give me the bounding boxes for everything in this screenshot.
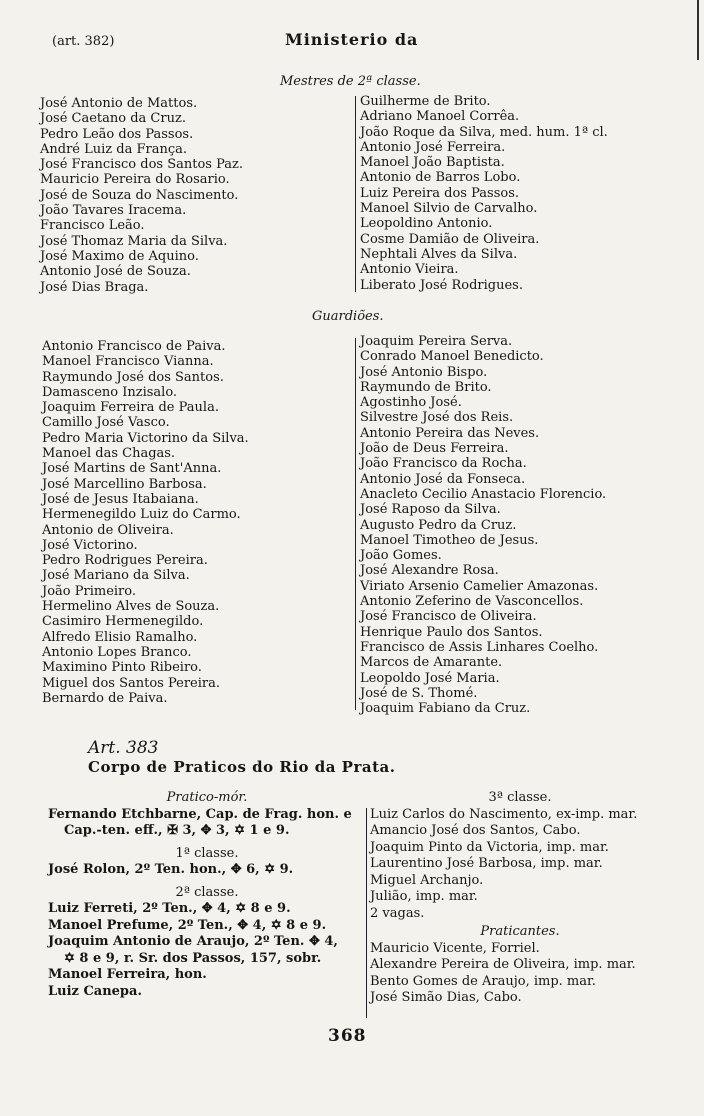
list-item: Damasceno Inzisalo. (42, 384, 178, 400)
list-item: José de Jesus Itabaiana. (42, 491, 199, 507)
classe2-line: Luiz Ferreti, 2º Ten., ✥ 4, ✡ 8 e 9. (48, 901, 291, 916)
list-item: Antonio de Barros Lobo. (360, 170, 521, 186)
list-item: Antonio José da Fonseca. (360, 471, 526, 487)
list-item: José Antonio Bispo. (360, 364, 488, 380)
list-item: Pedro Maria Victorino da Silva. (42, 430, 249, 446)
list-item: João Roque da Silva, med. hum. 1ª cl. (360, 124, 608, 140)
list-item: Antonio Pereira das Neves. (360, 425, 540, 441)
guardioes-right-column (360, 334, 606, 716)
classe2-line: Joaquim Antonio de Araujo, 2º Ten. ✥ 4, (48, 934, 338, 949)
list-item: Conrado Manoel Benedicto. (360, 349, 544, 365)
list-item: Marcos de Amarante. (360, 655, 503, 671)
column-divider (366, 808, 367, 1018)
classe1-line: José Rolon, 2º Ten. hon., ✥ 6, ✡ 9. (48, 862, 294, 877)
list-item: Luiz Carlos do Nascimento, ex-imp. mar. (370, 806, 638, 822)
list-item: Adriano Manoel Corrêa. (360, 109, 520, 125)
list-item: Miguel dos Santos Pereira. (42, 675, 221, 691)
list-item: Leopoldo José Maria. (360, 670, 500, 686)
list-item: Mauricio Vicente, Forriel. (370, 940, 540, 956)
list-item: Manoel Francisco Vianna. (42, 354, 214, 370)
classe2-line: Manoel Prefume, 2º Ten., ✥ 4, ✡ 8 e 9. (48, 917, 327, 933)
list-item: Manoel Timotheo de Jesus. (360, 532, 539, 548)
running-title: Ministerio da (285, 30, 419, 49)
list-item: José Francisco de Oliveira. (360, 609, 537, 625)
list-item: Liberato José Rodrigues. (360, 277, 523, 293)
pratico-mor-heading: Pratico-mór. (166, 790, 248, 805)
praticantes-heading: Praticantes. (480, 924, 560, 939)
list-item: Hermelino Alves de Souza. (42, 599, 220, 615)
list-item: José Martins de Sant'Anna. (42, 461, 222, 477)
list-item: André Luiz da França. (40, 141, 187, 157)
list-item: Cosme Damião de Oliveira. (360, 231, 540, 247)
article-383-title: Corpo de Praticos do Rio da Prata. (88, 758, 396, 776)
list-item: Leopoldino Antonio. (360, 216, 493, 232)
list-item: Bento Gomes de Araujo, imp. mar. (370, 973, 596, 989)
mestres-right-column (360, 94, 608, 293)
list-item: Pedro Rodrigues Pereira. (42, 553, 208, 569)
list-item: Mauricio Pereira do Rosario. (40, 172, 230, 188)
list-item: Antonio Francisco de Paiva. (42, 339, 226, 354)
list-item: Francisco Leão. (40, 218, 145, 234)
list-item: José Maximo de Aquino. (40, 248, 199, 264)
list-item: José Raposo da Silva. (360, 502, 501, 518)
list-item: José Alexandre Rosa. (360, 563, 499, 579)
pratico-mor-line: Cap.-ten. eff., ✠ 3, ✥ 3, ✡ 1 e 9. (64, 823, 290, 838)
list-item: José Caetano da Cruz. (40, 111, 186, 127)
list-item: Bernardo de Paiva. (42, 690, 168, 706)
praticos-left-column (48, 790, 366, 1000)
list-item: Raymundo José dos Santos. (42, 369, 224, 385)
page-edge-line (697, 0, 699, 60)
list-item: José de S. Thomé. (360, 685, 478, 701)
list-item: José de Souza do Nascimento. (40, 187, 239, 203)
list-item: Antonio Zeferino de Vasconcellos. (360, 594, 584, 610)
guardioes-left-column (42, 339, 249, 706)
list-item: Joaquim Pereira Serva. (360, 334, 513, 349)
classe2-line: Manoel Ferreira, hon. (48, 967, 207, 982)
classe2-line: ✡ 8 e 9, r. Sr. dos Passos, 157, sobr. (64, 950, 322, 966)
guardioes-section-title: Guardiões. (312, 309, 384, 324)
list-item: Casimiro Hermenegildo. (42, 614, 204, 630)
list-item: Augusto Pedro da Cruz. (360, 517, 517, 533)
list-item: Laurentino José Barbosa, imp. mar. (370, 856, 603, 871)
classe1-heading: 1ª classe. (175, 845, 239, 861)
list-item: Raymundo de Brito. (360, 379, 492, 395)
classe3-list (370, 807, 670, 923)
list-item: Julião, imp. mar. (370, 889, 478, 904)
list-item: Agostinho José. (360, 395, 462, 411)
column-divider (355, 338, 356, 710)
list-item: Luiz Pereira dos Passos. (360, 185, 520, 201)
list-item: Miguel Archanjo. (370, 872, 484, 888)
list-item: João Francisco da Rocha. (360, 456, 527, 472)
list-item: Viriato Arsenio Camelier Amazonas. (360, 578, 599, 594)
list-item: Manoel Silvio de Carvalho. (360, 201, 538, 217)
list-item: Antonio José de Souza. (40, 264, 191, 280)
mestres-section-title: Mestres de 2ª classe. (280, 74, 421, 89)
list-item: Francisco de Assis Linhares Coelho. (360, 639, 599, 655)
list-item: Alexandre Pereira de Oliveira, imp. mar. (370, 957, 636, 972)
list-item: José Thomaz Maria da Silva. (40, 233, 228, 249)
list-item: João de Deus Ferreira. (360, 441, 509, 457)
list-item: Camillo José Vasco. (42, 415, 170, 431)
list-item: Manoel das Chagas. (42, 446, 176, 462)
list-item: Guilherme de Brito. (360, 94, 491, 109)
list-item: Henrique Paulo dos Santos. (360, 624, 543, 640)
list-item: João Gomes. (360, 548, 442, 564)
list-item: Silvestre José dos Reis. (360, 410, 514, 426)
column-divider (355, 96, 356, 292)
list-item: Antonio Vieira. (360, 262, 459, 278)
list-item: Amancio José dos Santos, Cabo. (370, 823, 581, 838)
page-number: 368 (328, 1026, 367, 1046)
list-item: João Primeiro. (42, 583, 136, 599)
classe3-heading: 3ª classe. (488, 790, 552, 805)
list-item: Hermenegildo Luiz do Carmo. (42, 507, 241, 523)
list-item: José Dias Braga. (40, 279, 149, 295)
list-item: Nephtali Alves da Silva. (360, 246, 518, 262)
list-item: Antonio Lopes Branco. (42, 644, 192, 660)
list-item: Alfredo Elisio Ramalho. (42, 629, 198, 645)
list-item: 2 vagas. (370, 905, 425, 921)
mestres-left-column (40, 96, 243, 295)
list-item: José Marcellino Barbosa. (42, 476, 207, 492)
list-item: João Tavares Iracema. (40, 203, 187, 219)
list-item: Joaquim Ferreira de Paula. (42, 400, 219, 416)
pratico-mor-line: Fernando Etchbarne, Cap. de Frag. hon. e (48, 806, 352, 822)
article-reference: (art. 382) (52, 34, 115, 49)
list-item: José Victorino. (42, 537, 138, 553)
list-item: Antonio de Oliveira. (42, 522, 174, 538)
classe2-line: Luiz Canepa. (48, 983, 142, 999)
list-item: José Antonio de Mattos. (40, 96, 198, 111)
list-item: Pedro Leão dos Passos. (40, 126, 194, 142)
list-item: Joaquim Fabiano da Cruz. (360, 701, 531, 717)
list-item: Maximino Pinto Ribeiro. (42, 660, 202, 676)
list-item: Antonio José Ferreira. (360, 139, 506, 155)
praticantes-list (370, 941, 670, 1007)
list-item: José Francisco dos Santos Paz. (40, 157, 243, 173)
article-383-label: Art. 383 (88, 738, 159, 758)
list-item: José Mariano da Silva. (42, 568, 190, 584)
praticos-right-column (370, 790, 670, 1007)
list-item: Anacleto Cecilio Anastacio Florencio. (360, 486, 607, 502)
classe2-heading: 2ª classe. (175, 884, 239, 900)
list-item: José Simão Dias, Cabo. (370, 990, 522, 1005)
list-item: Joaquim Pinto da Victoria, imp. mar. (370, 839, 609, 855)
list-item: Manoel João Baptista. (360, 155, 505, 171)
